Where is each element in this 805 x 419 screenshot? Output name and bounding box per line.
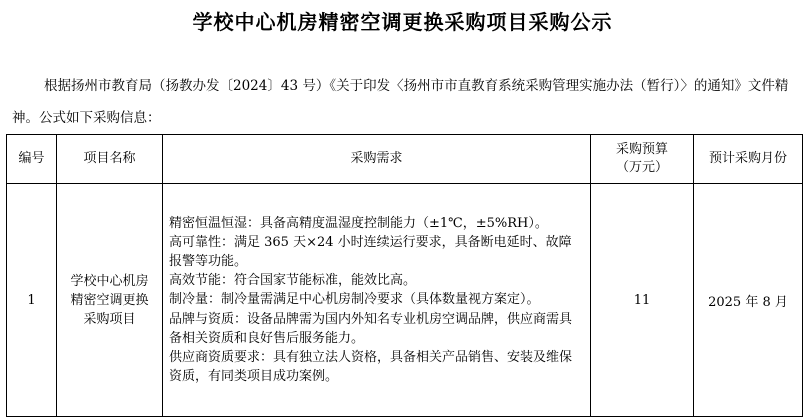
cell-month: 2025 年 8 月 (694, 184, 803, 417)
cell-budget: 11 (591, 184, 694, 417)
table-header-row (7, 135, 803, 184)
header-budget-label: 采购预算（万元） (615, 142, 668, 175)
intro-paragraph: 根据扬州市教育局（扬教办发〔2024〕43 号）《关于印发〈扬州市市直教育系统采购管理实施办法（暂行）〉的通知》文件精神。公式如下采购信息： (12, 78, 789, 126)
table-row (7, 184, 803, 417)
requirement-item: 制冷量：制冷量需满足中心机房制冷要求（具体数量视方案定）。 (169, 292, 540, 308)
header-month: 预计采购月份 (694, 135, 803, 184)
requirement-item: 高可靠性：满足 365 天×24 小时连续运行要求，具备断电延时、故障报警等功能。 (169, 234, 572, 269)
page-title: 学校中心机房精密空调更换采购项目采购公示 (192, 10, 613, 34)
requirement-item: 供应商资质要求：具有独立法人资格，具备相关产品销售、安装及维保资质，有同类项目成功案例。 (169, 350, 573, 385)
procurement-table (6, 134, 803, 417)
cell-no: 1 (7, 184, 57, 417)
header-budget (591, 135, 694, 184)
requirement-item: 高效节能：符合国家节能标准，能效比高。 (169, 273, 417, 289)
header-project-name: 项目名称 (57, 135, 163, 184)
header-requirements: 采购需求 (163, 135, 591, 184)
cell-requirements (163, 184, 591, 417)
requirement-item: 精密恒温恒湿：具备高精度温湿度控制能力（±1℃，±5%RH）。 (169, 215, 548, 231)
cell-project-name: 学校中心机房精密空调更换采购项目 (57, 184, 163, 417)
requirement-item: 品牌与资质：设备品牌需为国内外知名专业机房空调品牌，供应商需具备相关资质和良好售后服务能力。 (169, 311, 573, 346)
header-no: 编号 (7, 135, 57, 184)
